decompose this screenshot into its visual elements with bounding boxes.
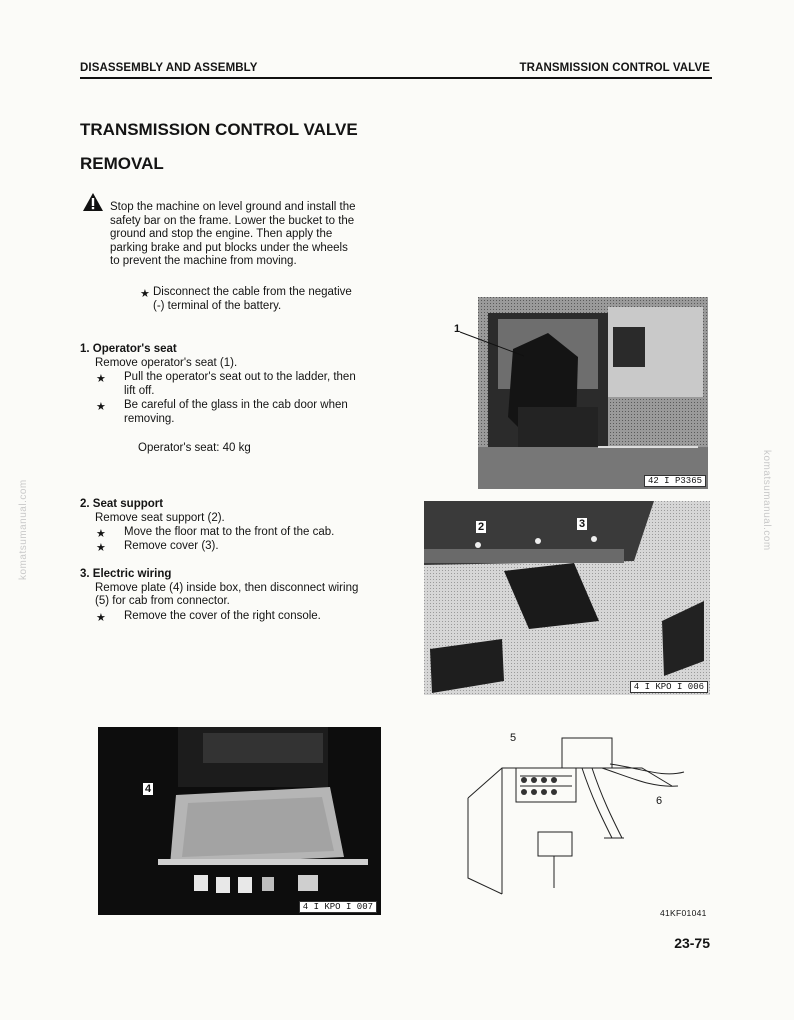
step-heading: 1. Operator's seat	[80, 343, 177, 355]
step-text: Remove seat support (2).	[95, 511, 225, 524]
step-text: Remove operator's seat (1).	[95, 356, 238, 369]
step1-bullet-2: Be careful of the glass in the cab door when removing.	[124, 399, 348, 425]
star-bullet: ★	[96, 542, 106, 554]
step-text: (5) for cab from connector.	[95, 595, 230, 608]
photo-plate-box	[98, 727, 381, 915]
star-bullet: ★	[96, 373, 106, 385]
battery-note-line: (-) terminal of the battery.	[153, 299, 282, 312]
callout-3: 3	[579, 518, 586, 530]
seat-weight-note: Operator's seat: 40 kg	[138, 442, 251, 454]
figure-wiring-diagram	[462, 728, 692, 900]
callout-leader-line	[458, 330, 528, 360]
step-heading: 2. Seat support	[80, 498, 164, 510]
step-seat-support	[80, 498, 390, 525]
figure-seat-support	[424, 501, 710, 695]
watermark-left: komatsumanual.com	[18, 479, 29, 580]
header-section-label: DISASSEMBLY AND ASSEMBLY	[80, 62, 258, 74]
warning-line: safety bar on the frame. Lower the bucket to the	[110, 214, 355, 227]
warning-line: to prevent the machine from moving.	[110, 255, 297, 268]
callout-1: 1	[454, 323, 461, 335]
callout-2: 2	[478, 521, 485, 533]
step2-bullet-2: Remove cover (3).	[124, 540, 219, 552]
callout-6: 6	[656, 795, 663, 807]
warning-line: parking brake and put blocks under the wheels	[110, 241, 348, 254]
star-bullet: ★	[96, 528, 106, 540]
figure-operators-seat	[478, 297, 708, 489]
photo-operators-seat	[478, 297, 708, 489]
star-bullet: ★	[96, 401, 106, 413]
step-heading: 3. Electric wiring	[80, 568, 172, 580]
figure-plate-box	[98, 727, 381, 915]
callout-5: 5	[510, 732, 517, 744]
photo-seat-support	[424, 501, 710, 695]
star-bullet: ★	[96, 612, 106, 624]
page-number: 23-75	[674, 935, 710, 951]
header-topic-label: TRANSMISSION CONTROL VALVE	[519, 62, 710, 74]
battery-note	[153, 286, 352, 313]
drawing-wiring-connector	[462, 728, 692, 900]
warning-line: ground and stop the engine. Then apply the	[110, 228, 333, 241]
figure-code: 42 I P3365	[644, 475, 706, 487]
warning-text	[110, 201, 386, 269]
step2-bullet-1: Move the floor mat to the front of the cab.	[124, 526, 335, 538]
warning-triangle-icon	[82, 192, 104, 212]
header-rule	[80, 77, 712, 79]
figure-code: 41KF01041	[660, 908, 707, 918]
step-electric-wiring	[80, 568, 390, 609]
watermark-right: komatsumanual.com	[761, 450, 772, 551]
warning-line: Stop the machine on level ground and install the	[110, 201, 356, 213]
step1-bullet-1: Pull the operator's seat out to the ladder, then lift off.	[124, 371, 356, 397]
callout-4: 4	[145, 783, 152, 795]
page-title: TRANSMISSION CONTROL VALVE	[80, 120, 358, 139]
star-bullet: ★	[140, 288, 150, 300]
figure-code: 4 I KPO I 007	[299, 901, 377, 913]
step3-bullet-1: Remove the cover of the right console.	[124, 610, 321, 622]
step-operators-seat	[80, 343, 390, 370]
figure-code: 4 I KPO I 006	[630, 681, 708, 693]
section-title: REMOVAL	[80, 154, 164, 173]
step-text: Remove plate (4) inside box, then disconnect wiring	[95, 581, 359, 594]
battery-note-line: Disconnect the cable from the negative	[153, 286, 352, 298]
